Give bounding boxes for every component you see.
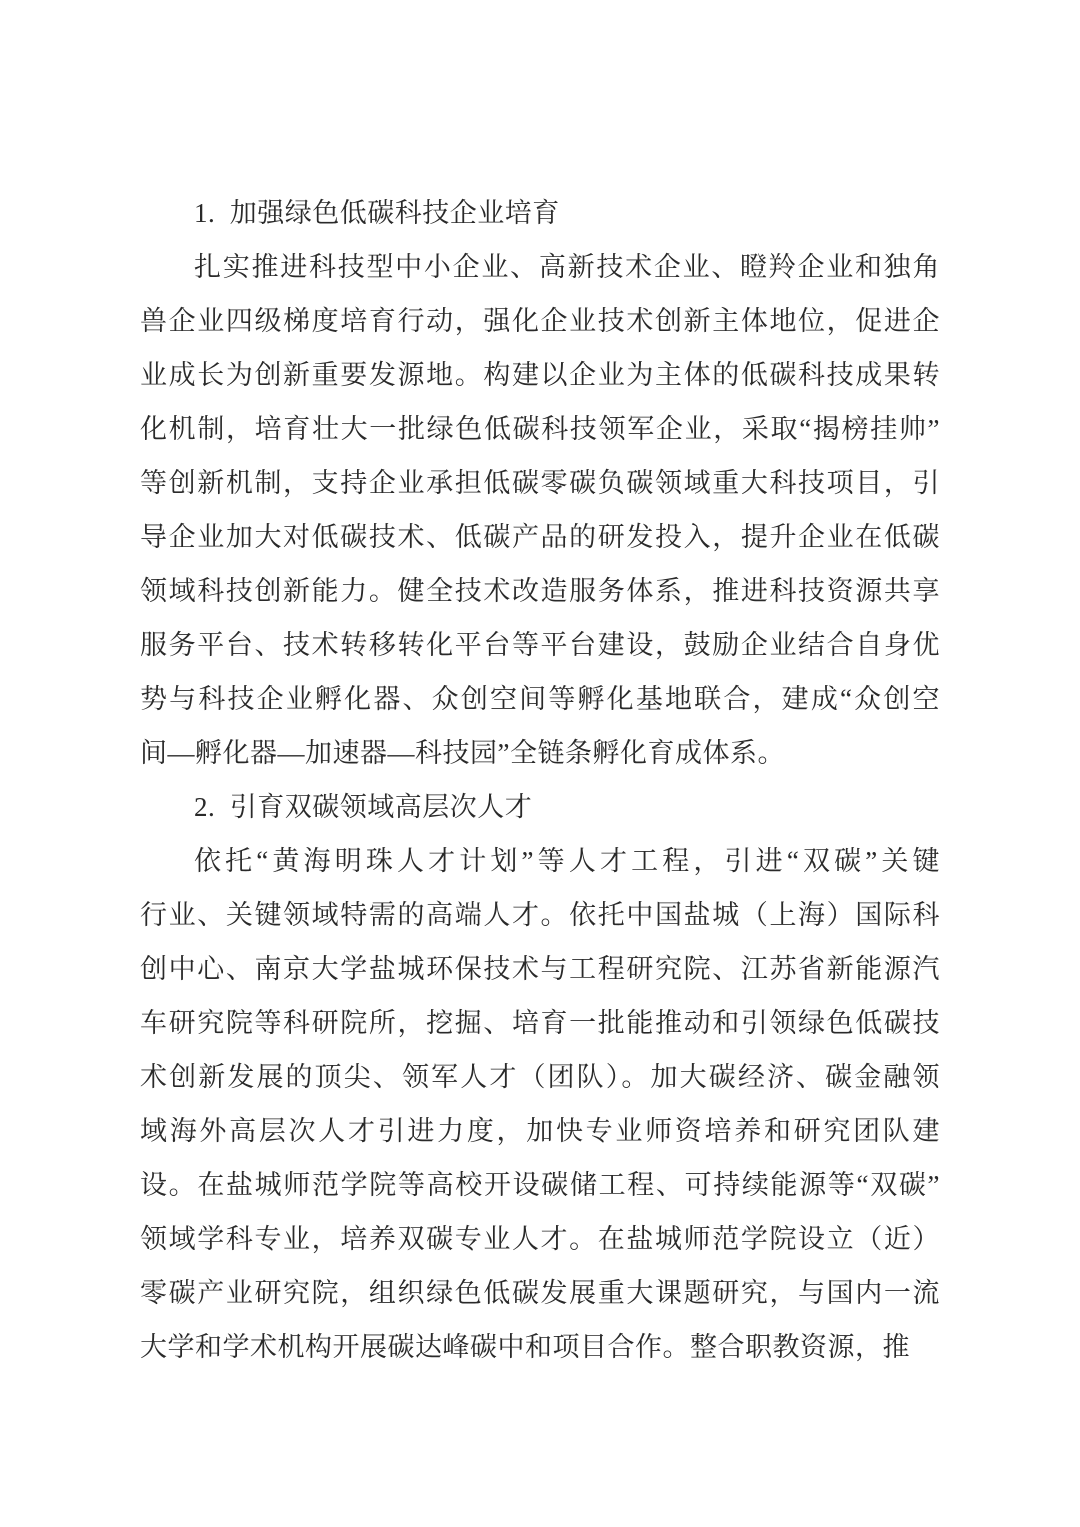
paragraph-line: 兽企业四级梯度培育行动，强化企业技术创新主体地位，促进企: [140, 306, 940, 336]
paragraph-line: 领域科技创新能力。健全技术改造服务体系，推进科技资源共享: [140, 576, 940, 606]
paragraph-line: 服务平台、技术转移转化平台等平台建设，鼓励企业结合自身优: [140, 630, 940, 660]
paragraph-line: 势与科技企业孵化器、众创空间等孵化基地联合，建成“众创空: [140, 684, 940, 714]
section-1-heading: 1. 加强绿色低碳科技企业培育: [194, 198, 560, 228]
paragraph-line: 设。在盐城师范学院等高校开设碳储工程、可持续能源等“双碳”: [140, 1170, 940, 1200]
paragraph-line: 域海外高层次人才引进力度，加快专业师资培养和研究团队建: [140, 1116, 940, 1146]
paragraph-line: 间—孵化器—加速器—科技园”全链条孵化育成体系。: [140, 738, 785, 768]
section-2-heading: 2. 引育双碳领域高层次人才: [194, 792, 533, 822]
section-enterprise-cultivation: [140, 186, 940, 780]
paragraph-line: 行业、关键领域特需的高端人才。依托中国盐城（上海）国际科: [140, 900, 940, 930]
paragraph-line: 术创新发展的顶尖、领军人才（团队）。加大碳经济、碳金融领: [140, 1062, 940, 1092]
paragraph-line: 车研究院等科研院所，挖掘、培育一批能推动和引领绿色低碳技: [140, 1008, 940, 1038]
paragraph-line: 化机制，培育壮大一批绿色低碳科技领军企业，采取“揭榜挂帅”: [140, 414, 940, 444]
document-content: [140, 186, 940, 1374]
paragraph-line: 依托“黄海明珠人才计划”等人才工程，引进“双碳”关键: [194, 846, 940, 876]
paragraph-line: 导企业加大对低碳技术、低碳产品的研发投入，提升企业在低碳: [140, 522, 940, 552]
paragraph-line: 领域学科专业，培养双碳专业人才。在盐城师范学院设立（近）: [140, 1224, 940, 1254]
paragraph-line: 扎实推进科技型中小企业、高新技术企业、瞪羚企业和独角: [194, 252, 940, 282]
paragraph-line: 大学和学术机构开展碳达峰碳中和项目合作。整合职教资源，推: [140, 1332, 910, 1362]
paragraph-line: 业成长为创新重要发源地。构建以企业为主体的低碳科技成果转: [140, 360, 940, 390]
paragraph-line: 创中心、南京大学盐城环保技术与工程研究院、江苏省新能源汽: [140, 954, 940, 984]
section-talent-development: [140, 780, 940, 1374]
paragraph-line: 零碳产业研究院，组织绿色低碳发展重大课题研究，与国内一流: [140, 1278, 940, 1308]
paragraph-line: 等创新机制，支持企业承担低碳零碳负碳领域重大科技项目，引: [140, 468, 940, 498]
